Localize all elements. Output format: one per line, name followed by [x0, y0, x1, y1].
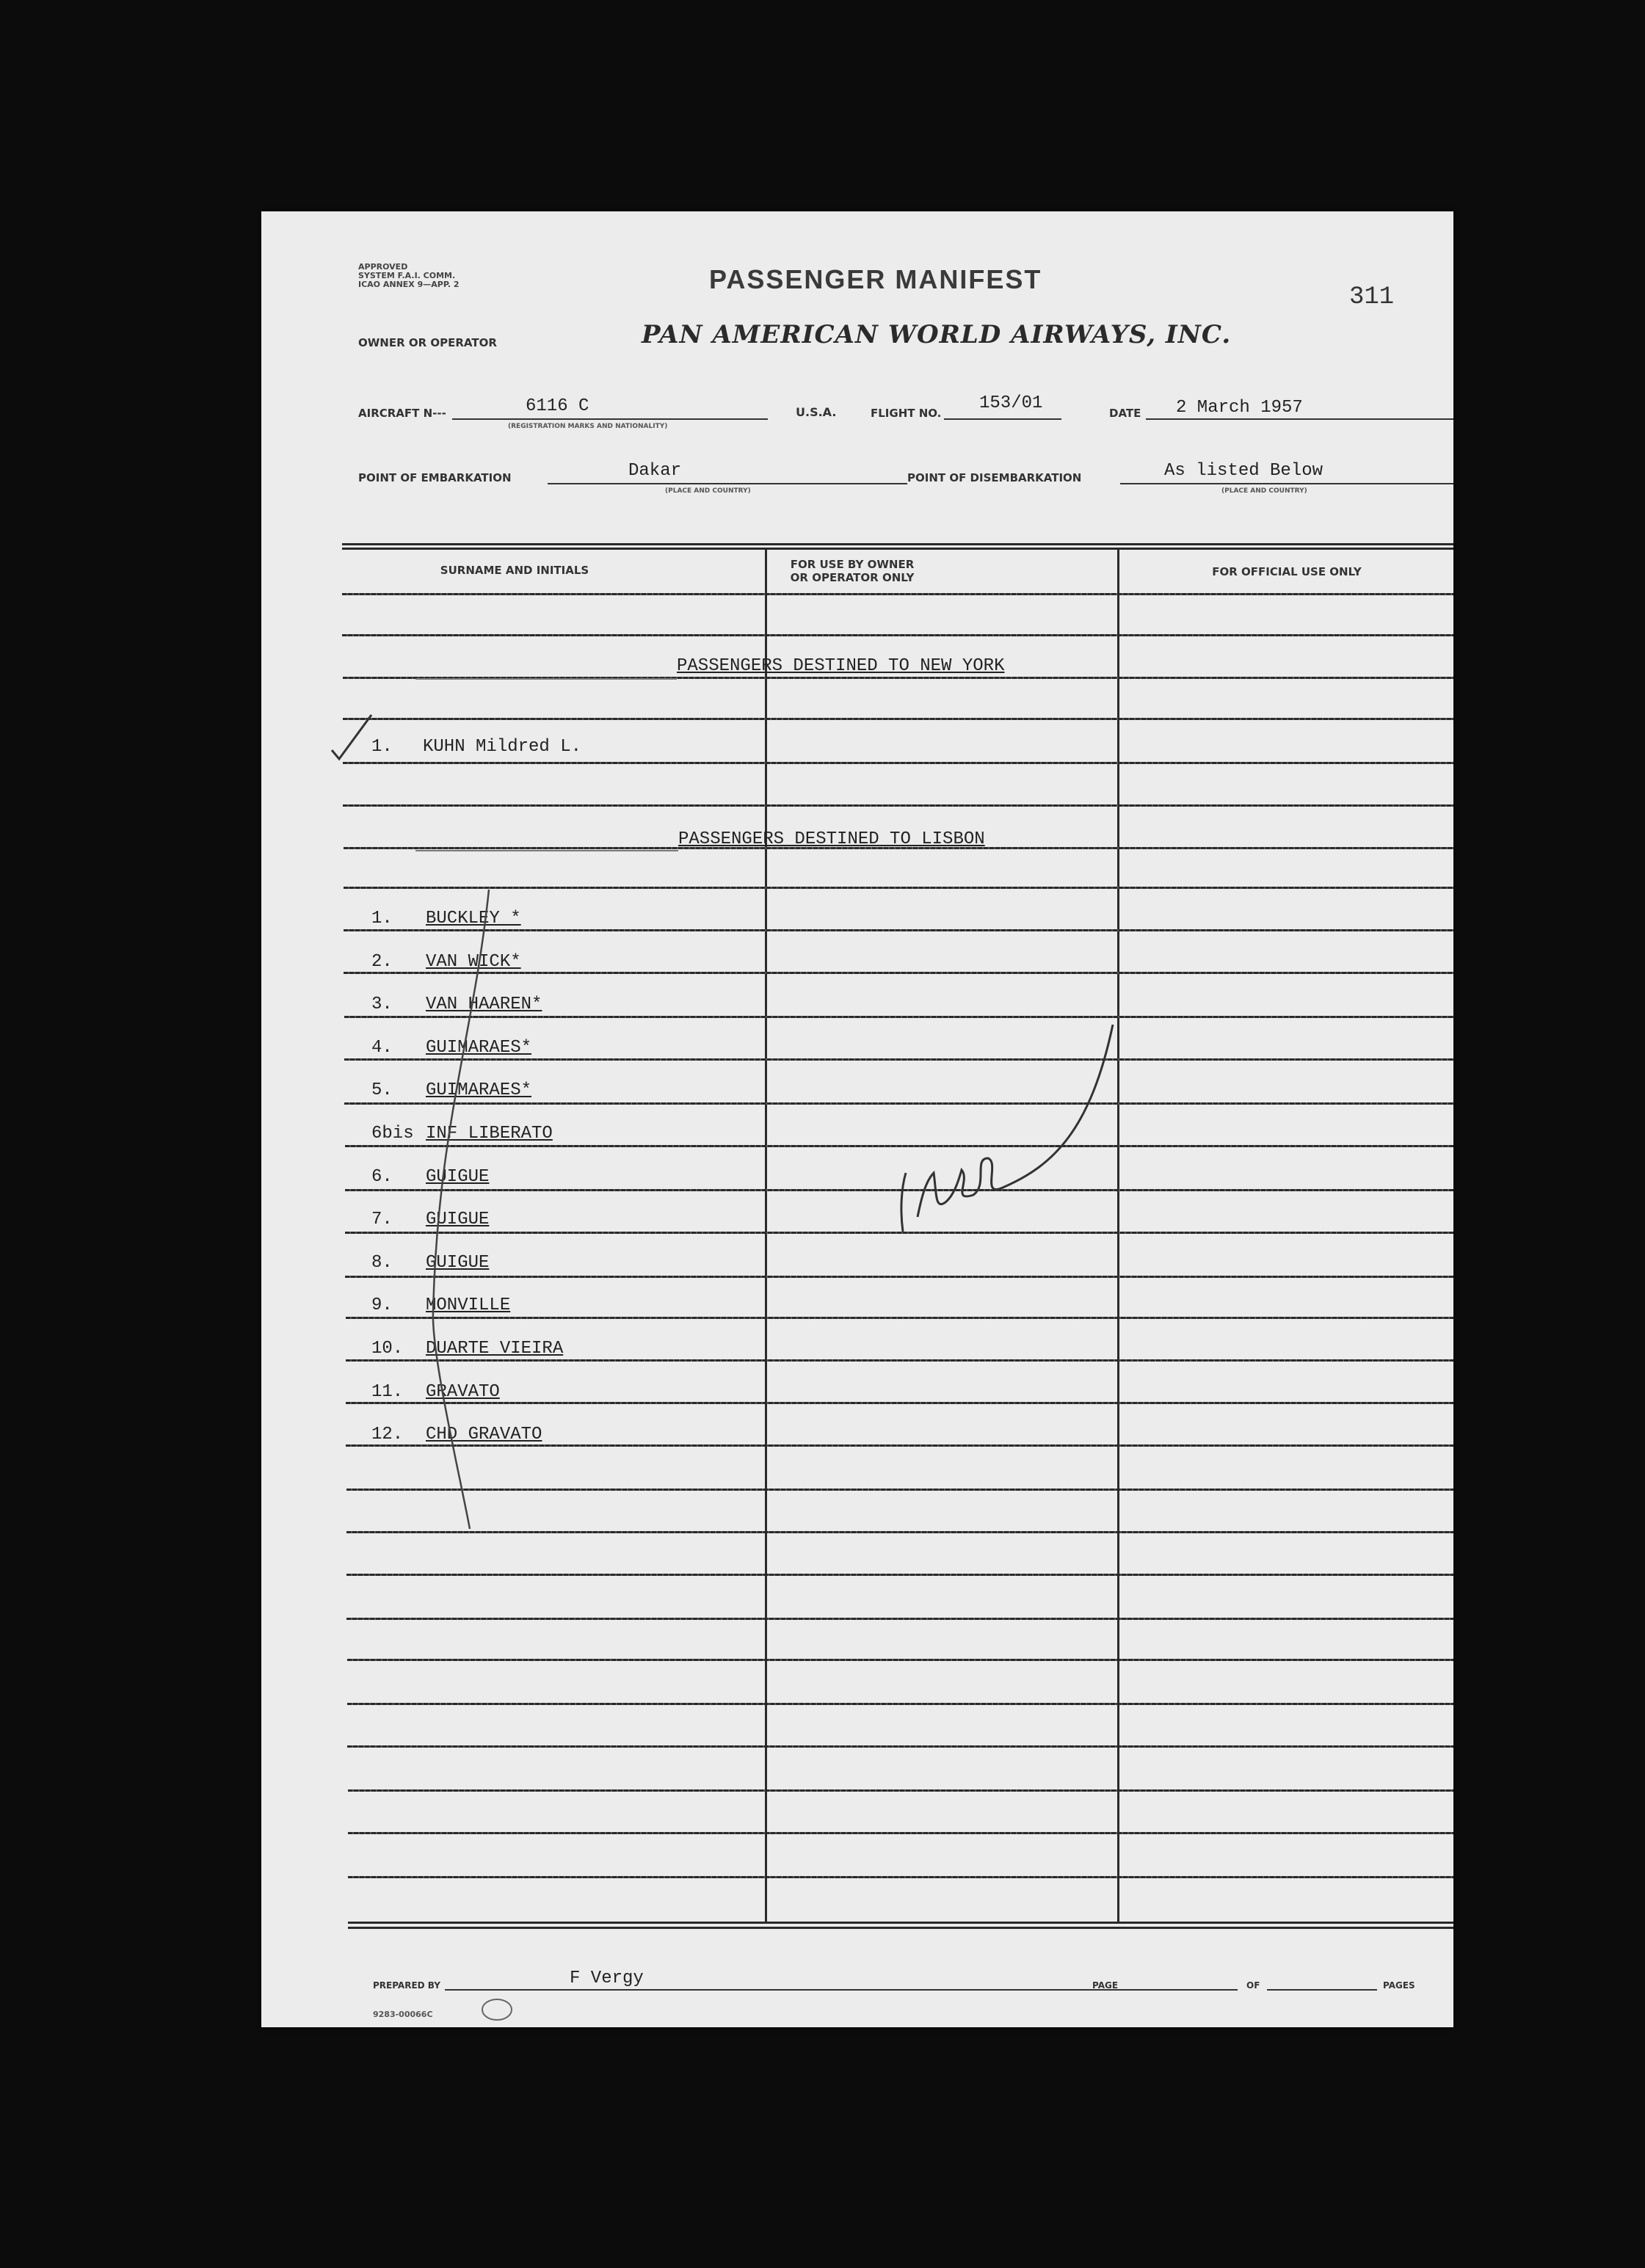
ruled-line — [347, 1703, 1453, 1705]
ruled-line — [348, 1832, 1453, 1834]
lisbon-row-number: 7. — [371, 1210, 393, 1229]
date-label: DATE — [1109, 407, 1141, 420]
printer-seal-icon — [479, 1996, 515, 2023]
col-official-header: FOR OFFICIAL USE ONLY — [1212, 565, 1362, 578]
handwritten-initials — [893, 1019, 1127, 1254]
page-number: 311 — [1349, 283, 1395, 311]
table-top-rule-2 — [342, 548, 1453, 550]
lisbon-passenger-name: VAN HAAREN* — [426, 995, 542, 1014]
table-bottom-rule-2 — [348, 1927, 1453, 1929]
lisbon-passenger-name: GUIGUE — [426, 1210, 490, 1229]
lisbon-passenger-name: GUIMARAES* — [426, 1080, 532, 1100]
aircraft-value: 6116 C — [526, 396, 589, 416]
table-top-rule — [342, 543, 1453, 545]
ruled-line — [347, 1659, 1453, 1661]
prepared-underline — [445, 1989, 1238, 1991]
date-value: 2 March 1957 — [1176, 398, 1303, 418]
lisbon-row-number: 11. — [371, 1382, 404, 1402]
section-heading-new-york: PASSENGERS DESTINED TO NEW YORK — [677, 656, 1005, 676]
lisbon-passenger-name: GUIGUE — [426, 1167, 490, 1187]
ruled-line — [347, 1745, 1453, 1748]
date-underline — [1146, 418, 1453, 420]
ruled-line — [348, 1876, 1453, 1878]
manifest-page — [261, 211, 1453, 2027]
ruled-line — [342, 634, 1453, 636]
disembark-value: As listed Below — [1164, 461, 1323, 481]
new-york-row-number: 1. — [371, 737, 393, 757]
new-york-passenger-name: KUHN Mildred L. — [423, 737, 582, 757]
of-label: OF — [1246, 1980, 1260, 1991]
lisbon-row-number: 5. — [371, 1080, 393, 1100]
lisbon-passenger-name: VAN WICK* — [426, 952, 521, 972]
lisbon-row-number: 1. — [371, 909, 393, 928]
flight-value: 153/01 — [979, 393, 1043, 413]
lisbon-passenger-name: GUIMARAES* — [426, 1038, 532, 1058]
approval-line-2: SYSTEM F.A.I. COMM. — [358, 271, 456, 280]
lisbon-passenger-name: CHD GRAVATO — [426, 1425, 542, 1444]
lisbon-row-number: 3. — [371, 995, 393, 1014]
col-owner-line-2: OR OPERATOR ONLY — [790, 571, 915, 584]
table-bottom-rule — [348, 1922, 1453, 1924]
aircraft-underline — [452, 418, 768, 420]
flight-underline — [944, 418, 1061, 420]
lisbon-passenger-name: DUARTE VIEIRA — [426, 1339, 564, 1359]
of-underline — [1267, 1989, 1377, 1991]
lisbon-row-number: 10. — [371, 1339, 404, 1359]
lisbon-lead-line — [415, 850, 678, 851]
prepared-value: F Vergy — [570, 1969, 644, 1988]
prepared-label: PREPARED BY — [373, 1980, 440, 1991]
lisbon-row-number: 12. — [371, 1425, 404, 1444]
lisbon-row-number: 6bis — [371, 1124, 414, 1144]
lisbon-passenger-name: BUCKLEY * — [426, 909, 521, 928]
owner-name: PAN AMERICAN WORLD AIRWAYS, INC. — [642, 320, 1232, 349]
embark-underline — [548, 483, 907, 484]
lisbon-passenger-name: GUIGUE — [426, 1253, 490, 1273]
embark-value: Dakar — [628, 461, 682, 481]
col-owner-header — [768, 558, 937, 584]
disembark-sublabel: (PLACE AND COUNTRY) — [1221, 487, 1307, 495]
approval-line-1: APPROVED — [358, 262, 408, 272]
disembark-underline — [1120, 483, 1453, 484]
ruled-line — [343, 718, 1453, 720]
usa-label: U.S.A. — [796, 405, 837, 419]
col-surname-header: SURNAME AND INITIALS — [440, 564, 589, 577]
page-title: PASSENGER MANIFEST — [709, 264, 1042, 294]
ruled-line — [346, 1618, 1453, 1620]
ruled-line — [343, 762, 1453, 764]
aircraft-label: AIRCRAFT N--- — [358, 407, 446, 420]
approval-note — [358, 263, 460, 289]
embark-sublabel: (PLACE AND COUNTRY) — [665, 487, 751, 495]
column-divider-1 — [765, 548, 767, 1922]
pages-label: PAGES — [1383, 1980, 1415, 1991]
disembark-label: POINT OF DISEMBARKATION — [907, 471, 1082, 484]
lisbon-passenger-name: MONVILLE — [426, 1295, 511, 1315]
lisbon-passenger-name: GRAVATO — [426, 1382, 500, 1402]
aircraft-sublabel: (REGISTRATION MARKS AND NATIONALITY) — [508, 423, 668, 430]
lisbon-passenger-name: INF LIBERATO — [426, 1124, 553, 1144]
lisbon-row-number: 8. — [371, 1253, 393, 1273]
page-label: PAGE — [1092, 1980, 1119, 1991]
ruled-line — [343, 804, 1453, 807]
lisbon-row-number: 2. — [371, 952, 393, 972]
new-york-lead-line — [415, 678, 677, 680]
handwritten-stroke — [430, 887, 518, 1533]
ruled-line — [346, 1574, 1453, 1576]
lisbon-row-number: 4. — [371, 1038, 393, 1058]
lisbon-row-number: 9. — [371, 1295, 393, 1315]
ruled-line — [342, 593, 1453, 595]
col-owner-line-1: FOR USE BY OWNER — [790, 558, 915, 571]
approval-line-3: ICAO ANNEX 9—APP. 2 — [358, 280, 460, 289]
ruled-line — [348, 1789, 1453, 1792]
flight-label: FLIGHT NO. — [871, 407, 942, 420]
lisbon-row-number: 6. — [371, 1167, 393, 1187]
embark-label: POINT OF EMBARKATION — [358, 471, 512, 484]
section-heading-lisbon: PASSENGERS DESTINED TO LISBON — [678, 829, 985, 849]
owner-label: OWNER OR OPERATOR — [358, 336, 497, 349]
form-number: 9283-00066C — [373, 2010, 433, 2019]
